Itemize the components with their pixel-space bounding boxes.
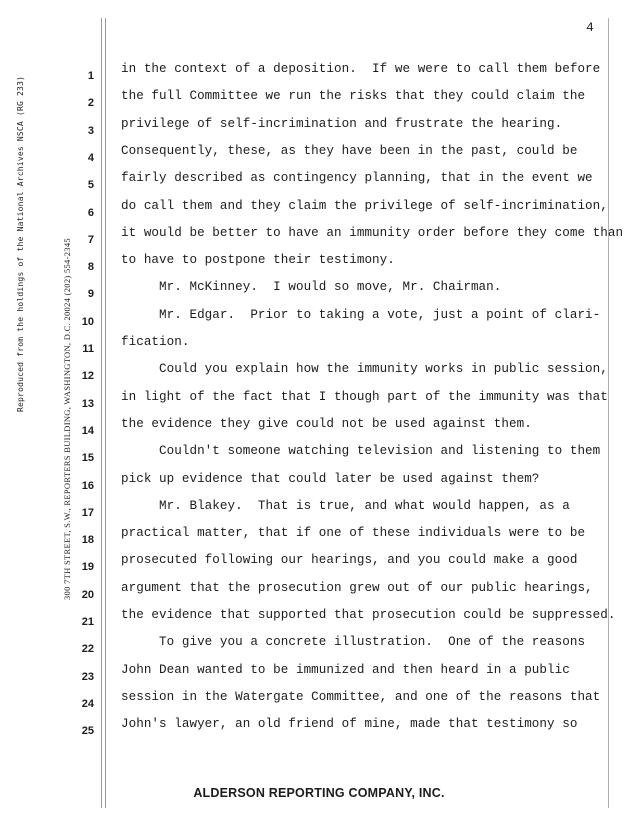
transcript-line: Mr. Edgar. Prior to taking a vote, just a point of clari-: [121, 307, 601, 322]
transcript-line: fairly described as contingency planning, that in the event we: [121, 171, 593, 186]
transcript-line: To give you a concrete illustration. One of the reasons: [121, 635, 586, 650]
line-number: 21: [81, 616, 94, 628]
transcript-line: to have to postpone their testimony.: [121, 253, 395, 268]
reporting-company-footer: ALDERSON REPORTING COMPANY, INC.: [193, 786, 445, 800]
transcript-line: John's lawyer, an old friend of mine, made that testimony so: [121, 717, 578, 732]
line-number: 4: [87, 151, 94, 164]
line-number: 25: [81, 725, 94, 738]
transcript-line: Could you explain how the immunity works in public session,: [121, 362, 608, 377]
line-number: 20: [81, 588, 94, 601]
line-number: 11: [82, 343, 94, 355]
archive-margin-note: Reproduced from the holdings of the National Archives NSCA (RG 233): [16, 75, 25, 412]
line-number: 3: [87, 124, 94, 137]
transcript-line: it would be better to have an immunity order before they come than: [121, 225, 624, 240]
line-number: 5: [87, 179, 94, 192]
page-number: 4: [586, 20, 594, 35]
transcript-line: the full Committee we run the risks that they could claim the: [121, 89, 586, 104]
left-margin-rule-inner: [105, 18, 106, 808]
transcript-line: in light of the fact that I though part of the immunity was that: [121, 389, 608, 404]
line-number: 24: [81, 697, 94, 710]
transcript-line: the evidence that supported that prosecution could be suppressed.: [121, 608, 616, 622]
transcript-line: privilege of self-incrimination and frustrate the hearing.: [121, 116, 563, 131]
right-margin-rule: [608, 18, 609, 808]
line-number: 14: [81, 424, 94, 437]
line-number: 17: [81, 506, 94, 519]
line-number: 22: [81, 643, 94, 656]
transcript-line: argument that the prosecution grew out of our public hearings,: [121, 580, 593, 595]
line-number: 18: [81, 534, 94, 547]
transcript-line: pick up evidence that could later be used against them?: [121, 471, 540, 486]
line-number: 10: [81, 315, 94, 328]
transcript-line: Couldn't someone watching television and listening to them: [121, 444, 601, 459]
transcript-line: Mr. Blakey. That is true, and what would happen, as a: [121, 498, 570, 513]
line-number: 1: [87, 70, 94, 82]
transcript-line: do call them and they claim the privilege of self-incrimination,: [121, 198, 608, 213]
reporter-address-note: 300 7TH STREET, S.W., REPORTERS BUILDING, WASHINGTON, D.C. 20024 (202) 554-2345: [62, 238, 72, 600]
line-number: 8: [87, 261, 94, 274]
transcript-line: Mr. McKinney. I would so move, Mr. Chairman.: [121, 280, 502, 295]
transcript-line: practical matter, that if one of these individuals were to be: [121, 526, 586, 541]
line-number: 16: [81, 479, 94, 492]
line-number: 19: [81, 561, 94, 574]
transcript-line: fication.: [121, 335, 190, 349]
left-margin-rule: [101, 18, 102, 808]
transcript-line: John Dean wanted to be immunized and then heard in a public: [121, 662, 570, 677]
transcript-line: prosecuted following our hearings, and you could make a good: [121, 553, 578, 568]
line-number: 7: [87, 233, 94, 246]
line-number: 15: [81, 452, 94, 465]
line-number: 13: [81, 397, 94, 410]
transcript-line: the evidence they give could not be used against them.: [121, 416, 532, 431]
transcript-line: session in the Watergate Committee, and one of the reasons that: [121, 689, 601, 704]
line-number: 9: [87, 288, 94, 301]
transcript-line: in the context of a deposition. If we were to call them before: [121, 62, 601, 76]
line-number: 2: [87, 97, 94, 110]
line-number: 6: [87, 206, 94, 219]
line-number: 12: [81, 370, 94, 383]
line-number: 23: [81, 670, 94, 683]
transcript-line: Consequently, these, as they have been in the past, could be: [121, 143, 578, 158]
